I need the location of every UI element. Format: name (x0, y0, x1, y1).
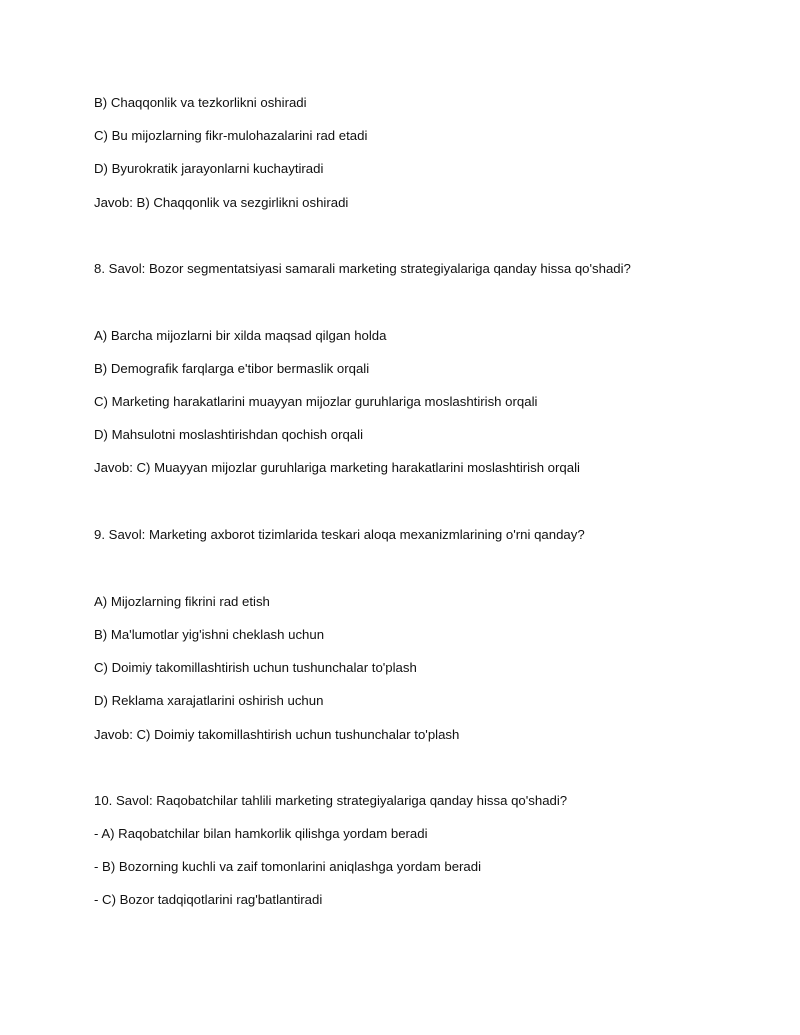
option-d-q7: D) Byurokratik jarayonlarni kuchaytiradi (94, 161, 324, 176)
answer-q8: Javob: C) Muayyan mijozlar guruhlariga marketing harakatlarini moslashtirish orqali (94, 460, 580, 475)
option-c-q9: C) Doimiy takomillashtirish uchun tushunchalar to'plash (94, 660, 417, 675)
option-b-q8: B) Demografik farqlarga e'tibor bermaslik orqali (94, 361, 370, 376)
option-b-q9: B) Ma'lumotlar yig'ishni cheklash uchun (94, 627, 325, 642)
option-b-q10: - B) Bozorning kuchli va zaif tomonlarini aniqlashga yordam beradi (94, 859, 482, 874)
answer-q7: Javob: B) Chaqqonlik va sezgirlikni oshiradi (94, 195, 349, 210)
option-d-q9: D) Reklama xarajatlarini oshirish uchun (94, 693, 324, 708)
question-9: 9. Savol: Marketing axborot tizimlarida teskari aloqa mexanizmlarining o'rni qanday? (94, 527, 585, 542)
option-a-q10: - A) Raqobatchilar bilan hamkorlik qilishga yordam beradi (94, 826, 428, 841)
option-c-q7: C) Bu mijozlarning fikr-mulohazalarini rad etadi (94, 128, 368, 143)
option-c-q10: - C) Bozor tadqiqotlarini rag'batlantiradi (94, 892, 323, 907)
option-a-q9: A) Mijozlarning fikrini rad etish (94, 594, 270, 609)
answer-q9: Javob: C) Doimiy takomillashtirish uchun tushunchalar to'plash (94, 727, 460, 742)
option-c-q8: C) Marketing harakatlarini muayyan mijozlar guruhlariga moslashtirish orqali (94, 394, 538, 409)
option-a-q8: A) Barcha mijozlarni bir xilda maqsad qilgan holda (94, 328, 387, 343)
option-d-q8: D) Mahsulotni moslashtirishdan qochish orqali (94, 427, 364, 442)
option-b-q7: B) Chaqqonlik va tezkorlikni oshiradi (94, 95, 307, 110)
question-8: 8. Savol: Bozor segmentatsiyasi samarali marketing strategiyalariga qanday hissa qo'shadi? (94, 261, 631, 276)
question-10: 10. Savol: Raqobatchilar tahlili marketing strategiyalariga qanday hissa qo'shadi? (94, 793, 568, 808)
